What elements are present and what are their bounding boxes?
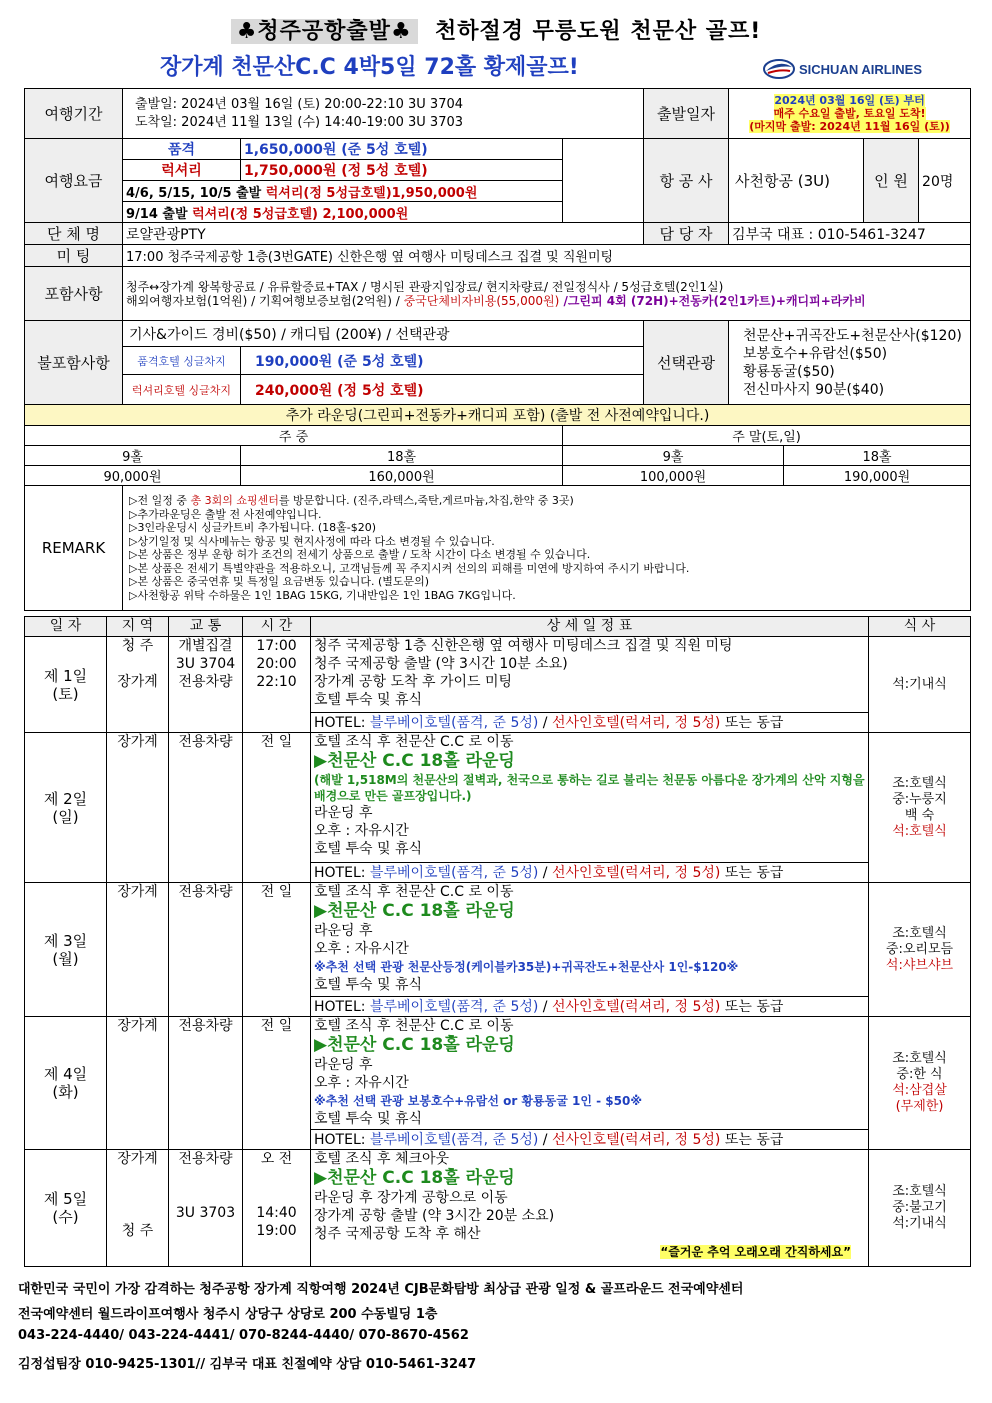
weekend-9-label: 9홀	[563, 446, 784, 466]
depdate-cell	[729, 89, 971, 139]
day-2-label: 제 2일 (일)	[25, 733, 107, 883]
weekday-18-label: 18홀	[241, 446, 563, 466]
day-1-plan: 청주 국제공항 1층 신한은행 옆 여행사 미팅데스크 집결 및 직원 미팅 청주 국제공항 출발 (약 3시간 10분 소요) 장가계 공항 도착 후 가이드 미팅 호텔 투숙 및 휴식	[311, 637, 869, 713]
footer-phones: 043-224-4440/ 043-224-4441/ 070-8244-4440/ 070-8670-4562	[18, 1328, 469, 1343]
depdate-last: (마지막 출발: 2024년 11월 16일 (토))	[749, 120, 950, 133]
day-2-transport: 전용차량	[169, 733, 243, 883]
grade-standard: 품격	[123, 139, 241, 160]
special-amount-1: 1,950,000원	[391, 185, 478, 201]
single-charge-standard: 190,000원 (준 5성 호텔)	[241, 347, 644, 375]
remark-item-1	[129, 494, 967, 508]
remark-item-7: ▷본 상품은 중국연휴 및 특정일 요금변동 있습니다. (별도문의)	[129, 575, 430, 588]
day-5-closing-note: “즐거운 추억 오래오래 간직하세요”	[660, 1245, 851, 1259]
col-day: 일 자	[25, 617, 107, 637]
special-dates-2: 9/14 출발	[126, 206, 188, 222]
weekday-header: 주 중	[25, 426, 563, 446]
price-luxury: 1,750,000원 (정 5성 호텔)	[241, 160, 563, 181]
day-2-hotel: HOTEL: 블루베이호텔(품격, 준 5성) / 선사인호텔(럭셔리, 정 5성) 또는 동급	[311, 863, 869, 883]
day-3-label: 제 3일 (월)	[25, 883, 107, 1017]
optional-item-2: 보봉호수+유람선($50)	[743, 345, 888, 362]
meeting-value: 17:00 청주국제공항 1층(3번GATE) 신한은행 옆 여행사 미팅데스크 집결 및 직원미팅	[123, 245, 971, 267]
day-5-round-title: ▶천문산 C.C 18홀 라운딩	[314, 1168, 515, 1188]
footer-address: 전국예약센터 월드라이프여행사 청주시 상당구 상당로 200 수동빌딩 1층	[18, 1307, 438, 1322]
airline-logo	[762, 55, 952, 83]
day-2-round-title: ▶천문산 C.C 18홀 라운딩	[314, 751, 515, 771]
info-table	[24, 88, 971, 611]
special-price-1	[123, 181, 563, 202]
day-3-transport: 전용차량	[169, 883, 243, 1017]
remark-item-4: ▷상기일정 및 식사메뉴는 항공 및 현지사정에 따라 다소 변경될 수 있습니다.	[129, 534, 495, 548]
optional-label: 선택관광	[644, 321, 729, 405]
day-4-option: ※추천 선택 관광 보봉호수+유람선 or 황룡동굴 1인 - $50※	[314, 1094, 643, 1108]
weekend-18-price: 190,000원	[784, 466, 971, 486]
weekday-9-label: 9홀	[25, 446, 241, 466]
remark-label: REMARK	[25, 486, 123, 611]
single-charge-standard-label: 품격호텔 싱글차지	[123, 347, 241, 375]
included-visa: 중국단체비자비용(55,000원)	[403, 293, 560, 308]
manager-value: 김부국 대표 : 010-5461-3247	[729, 223, 971, 245]
weekday-9-price: 90,000원	[25, 466, 241, 486]
day-3-plan: 호텔 조식 후 천문산 C.C 로 이동 ▶천문산 C.C 18홀 라운딩 라운딩 후 오후 : 자유시간 ※추천 선택 관광 천문산등정(케이블카35분)+귀곡잔도+천문산사 1인-$120※ 호텔 투숙 및 휴식	[311, 883, 869, 997]
remark-item-3: ▷3인라운딩시 싱글카트비 추가됩니다. (18홀-$20)	[129, 521, 377, 534]
day-1-area: 청 주 장가계	[107, 637, 169, 733]
airline-logo-text: SICHUAN AIRLINES	[799, 61, 923, 77]
single-charge-luxury-label: 럭셔리호텔 싱글차지	[123, 375, 241, 405]
day-3-time: 전 일	[243, 883, 311, 1017]
included-value	[123, 267, 971, 321]
special-grade-2: 럭셔리(정 5성급호텔)	[192, 206, 318, 222]
product-title: 장가계 천문산C.C 4박5일 72홀 황제골프!	[160, 55, 579, 80]
day-4-meal: 조:호텔식 중:한 식 석:삼겹살 (무제한)	[869, 1017, 971, 1150]
remark-list	[123, 486, 971, 611]
day-1-hotel: HOTEL: 블루베이호텔(품격, 준 5성) / 선사인호텔(럭셔리, 정 5성) 또는 동급	[311, 713, 869, 733]
remark-1c: 를 방문합니다. (진주,라텍스,죽탄,게르마늄,차집,한약 중 3곳)	[278, 494, 574, 507]
footer-contacts: 김정섭팀장 010-9425-1301// 김부국 대표 친절예약 상담 010-5461-3247	[18, 1357, 477, 1372]
price-standard: 1,650,000원 (준 5성 호텔)	[241, 139, 563, 160]
day-4-area: 장가계	[107, 1017, 169, 1150]
day-5-area: 장가계 청 주	[107, 1150, 169, 1267]
weekend-18-label: 18홀	[784, 446, 971, 466]
included-golf: /그린피 4회 (72H)+전동카(2인1카트)+캐디피+라카비	[559, 293, 866, 308]
optional-item-4: 전신마사지 90분($40)	[743, 381, 885, 398]
day-2-meal: 조:호텔식 중:누룽지 백 숙 석:호텔식	[869, 733, 971, 883]
day-3-round-title: ▶천문산 C.C 18홀 라운딩	[314, 901, 515, 921]
day-4-plan: 호텔 조식 후 천문산 C.C 로 이동 ▶천문산 C.C 18홀 라운딩 라운딩 후 오후 : 자유시간 ※추천 선택 관광 보봉호수+유람선 or 황룡동굴 1인 - $50※ 호텔 투숙 및 휴식	[311, 1017, 869, 1130]
day-1-time: 17:00 20:00 22:10	[243, 637, 311, 733]
remark-1a: ▷전 일정 중	[129, 494, 191, 507]
period-cell	[123, 89, 644, 139]
optional-item-3: 황룡동굴($50)	[743, 363, 835, 380]
depdate-weekly: 매주 수요일 출발, 토요일 도착!	[773, 107, 926, 120]
day-4-label: 제 4일 (화)	[25, 1017, 107, 1150]
special-dates-1: 4/6, 5/15, 10/5 출발	[126, 185, 262, 201]
manager-label: 담 당 자	[644, 223, 729, 245]
grade-luxury: 럭셔리	[123, 160, 241, 181]
extra-round-title: 추가 라운딩(그린피+전동카+캐디피 포함) (출발 전 사전예약입니다.)	[25, 405, 971, 426]
day-3-option: ※추천 선택 관광 천문산등정(케이블카35분)+귀곡잔도+천문산사 1인-$120※	[314, 960, 739, 974]
optional-list	[729, 321, 971, 405]
day-3-area: 장가계	[107, 883, 169, 1017]
col-meal: 식 사	[869, 617, 971, 637]
weekend-9-price: 100,000원	[563, 466, 784, 486]
fee-label: 여행요금	[25, 139, 123, 223]
special-amount-2: 2,100,000원	[322, 206, 409, 222]
day-2-course-desc: (해발 1,518M의 천문산의 절벽과, 천국으로 통하는 길로 불리는 천문동 아름다운 장가계의 산악 지형을 배경으로 만든 골프장입니다.)	[314, 773, 865, 803]
day-1-label: 제 1일 (토)	[25, 637, 107, 733]
remark-item-6: ▷본 상품은 전세기 특별약관을 적용하오니, 고객님들께 꼭 주지시켜 선의의 피해를 미연에 방지하여 주시기 바랍니다.	[129, 561, 690, 575]
day-3-hotel: HOTEL: 블루베이호텔(품격, 준 5성) / 선사인호텔(럭셔리, 정 5성) 또는 동급	[311, 997, 869, 1017]
col-plan: 상 세 일 정 표	[311, 617, 869, 637]
meeting-label: 미 팅	[25, 245, 123, 267]
day-5-label: 제 5일 (수)	[25, 1150, 107, 1267]
day-1-transport: 개별집결 3U 3704 전용차량	[169, 637, 243, 733]
departure-info: 출발일: 2024년 03월 16일 (토) 20:00-22:10 3U 3704	[135, 96, 464, 112]
col-time: 시 간	[243, 617, 311, 637]
day-3-meal: 조:호텔식 중:오리모듬 석:샤브샤브	[869, 883, 971, 1017]
day-2-time: 전 일	[243, 733, 311, 883]
col-transport: 교 통	[169, 617, 243, 637]
day-5-plan: 호텔 조식 후 체크아웃 ▶천문산 C.C 18홀 라운딩 라운딩 후 장가계 공항으로 이동 장가계 공항 출발 (약 3시간 20분 소요) 청주 국제공항 도착 후 해산 “즐거운 추억 오래오래 간직하세요”	[311, 1150, 869, 1267]
day-5-meal: 조:호텔식 중:불고기 석:기내식	[869, 1150, 971, 1267]
weekend-header: 주 말(토,일)	[563, 426, 971, 446]
col-area: 지 역	[107, 617, 169, 637]
schedule-table	[24, 616, 971, 1267]
day-5-transport: 전용차량 3U 3703	[169, 1150, 243, 1267]
airline-bird-icon	[762, 57, 796, 81]
remark-1b: 총 3회의 쇼핑센터	[190, 494, 279, 507]
airline-label: 항 공 사	[644, 139, 729, 223]
included-line-1: 청주↔장가계 왕복항공료 / 유류할증료+TAX / 명시된 관광지입장료/ 현지차량료/ 전일정식사 / 5성급호텔(2인1실)	[126, 279, 724, 294]
day-4-transport: 전용차량	[169, 1017, 243, 1150]
day-5-time: 오 전 14:40 19:00	[243, 1150, 311, 1267]
day-2-plan: 호텔 조식 후 천문산 C.C 로 이동 ▶천문산 C.C 18홀 라운딩 (해발 1,518M의 천문산의 절벽과, 천국으로 통하는 길로 불리는 천문동 아름다운 장가계의 산악 지형을 배경으로 만든 골프장입니다.) 라운딩 후 오후 : 자유시간 호텔 투숙 및 휴식	[311, 733, 869, 863]
included-insurance: 해외여행자보험(1억원) / 기획여행보증보험(2억원) /	[126, 293, 404, 308]
pax-value: 20명	[919, 139, 971, 223]
footer-line-1: 대한민국 국민이 가장 감격하는 청주공항 장가계 직항여행 2024년 CJB문화탐방 최상급 관광 일정 & 골프라운드 전국예약센터	[18, 1282, 744, 1297]
day-2-area: 장가계	[107, 733, 169, 883]
day-4-round-title: ▶천문산 C.C 18홀 라운딩	[314, 1035, 515, 1055]
depdate-label: 출발일자	[644, 89, 729, 139]
included-label: 포함사항	[25, 267, 123, 321]
header-title	[0, 14, 992, 45]
day-1-meal: 석:기내식	[869, 637, 971, 733]
single-charge-luxury: 240,000원 (정 5성 호텔)	[241, 375, 644, 405]
group-value: 로얄관광PTY	[123, 223, 644, 245]
header-slogan: 천하절경 무릉도원 천문산 골프!	[435, 19, 762, 44]
pax-label: 인 원	[864, 139, 919, 223]
header-origin: ♣청주공항출발♣	[231, 19, 418, 44]
day-4-hotel: HOTEL: 블루베이호텔(품격, 준 5성) / 선사인호텔(럭셔리, 정 5성) 또는 동급	[311, 1130, 869, 1150]
excluded-line-1: 기사&가이드 경비($50) / 캐디팁 (200¥) / 선택관광	[123, 321, 644, 347]
arrival-info: 도착일: 2024년 11월 13일 (수) 14:40-19:00 3U 3703	[135, 114, 464, 130]
remark-item-8: ▷사천항공 위탁 수하물은 1인 1BAG 15KG, 기내반입은 1인 1BAG 7KG입니다.	[129, 588, 516, 602]
included-line-2	[126, 294, 967, 308]
period-label: 여행기간	[25, 89, 123, 139]
day-4-time: 전 일	[243, 1017, 311, 1150]
special-price-2	[123, 202, 563, 223]
remark-item-5: ▷본 상품은 정부 운항 허가 조건의 전세기 상품으로 출발 / 도착 시간이 다소 변경될 수 있습니다.	[129, 548, 591, 561]
excluded-label: 불포함사항	[25, 321, 123, 405]
depdate-start: 2024년 03월 16일 (토) 부터	[774, 94, 925, 107]
optional-item-1: 천문산+귀곡잔도+천문산사($120)	[743, 327, 962, 344]
airline-value: 사천항공 (3U)	[729, 139, 864, 223]
special-grade-1: 럭셔리(정 5성급호텔)	[265, 185, 392, 201]
weekday-18-price: 160,000원	[241, 466, 563, 486]
remark-item-2: ▷추가라운딩은 출발 전 사전예약입니다.	[129, 507, 322, 521]
group-label: 단 체 명	[25, 223, 123, 245]
